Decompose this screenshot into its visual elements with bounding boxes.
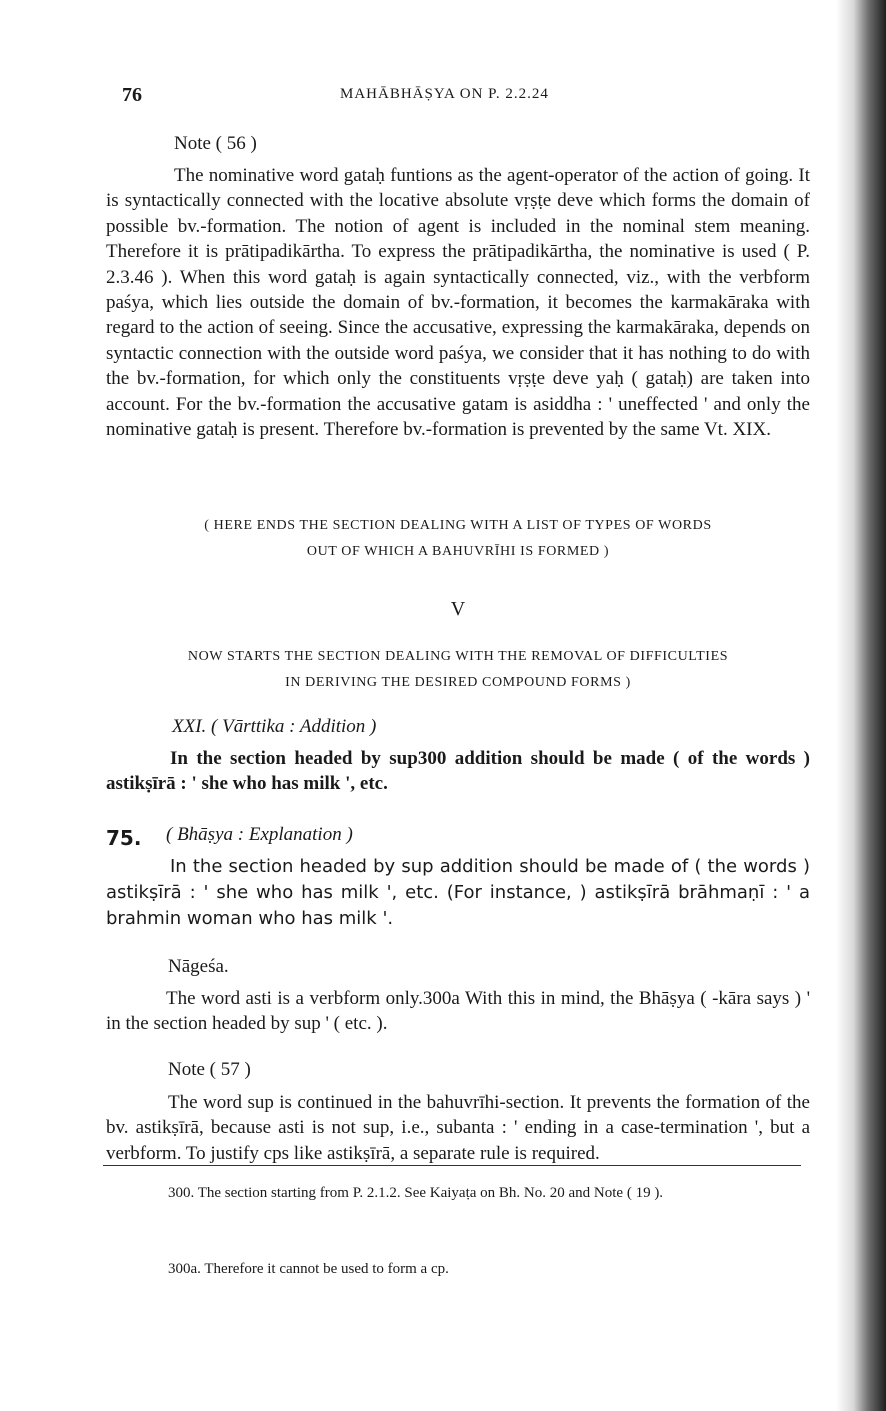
section-end-line-2: OUT OF WHICH A BAHUVRĪHI IS FORMED ) [306, 544, 610, 559]
note-56-label: Note ( 56 ) [174, 133, 257, 154]
bhasya-75-label: ( Bhāṣya : Explanation ) [166, 824, 353, 845]
running-head: MAHĀBHĀṢYA ON P. 2.2.24 [340, 86, 549, 102]
bhasya-75-text: In the section headed by sup addition should be made of ( the words ) astikṣīrā : ' she who has milk ', etc. (For instance, ) astikṣīrā brāhmaṇī : ' a brahmin woman who has milk '. [106, 856, 810, 929]
section-v-heading-line-1: NOW STARTS THE SECTION DEALING WITH THE REMOVAL OF DIFFICULTIES [187, 649, 729, 664]
page-number: 76 [122, 84, 142, 106]
varttika-21-label: XXI. ( Vārttika : Addition ) [172, 716, 377, 737]
section-numeral: V [450, 598, 466, 620]
page-header [122, 84, 812, 114]
nagesa-text: The word asti is a verbform only.300a With this in mind, the Bhāṣya ( -kāra says ) ' in the section headed by sup ' ( etc. ). [106, 988, 810, 1035]
footnote-rule [103, 1165, 801, 1166]
note-57-paragraph: The word sup is continued in the bahuvrīhi-section. It prevents the formation of the bv. astikṣīrā, because asti is not sup, i.e., subanta : ' ending in a case-termination ', but a verbform. To justify cps like astikṣīrā, a separate rule is required. [106, 1092, 810, 1164]
varttika-21-text: In the section headed by sup300 addition should be made ( of the words ) astikṣīrā : ' she who has milk ', etc. [106, 748, 810, 795]
note-56-paragraph: The nominative word gataḥ funtions as the agent-operator of the action of going. It is syntactically connected with the locative absolute vṛṣṭe deve which forms the domain of possible bv.-formation. The notion of agent is included in the nominal stem meaning. Therefore it is prātipadikārtha. To express the prātipadikārtha, the nominative is used ( P. 2.3.46 ). When this word gataḥ is again syntactically connected, viz., with the verbform paśya, which lies outside the domain of bv.-formation, it becomes the karmakāraka with regard to the action of seeing. Since the accusative, expressing the karmakāraka, depends on syntactic connection with the outside word paśya, we consider that it has nothing to do with the bv.-formation, for which only the constituents vṛṣṭe deve yaḥ ( gataḥ) are taken into account. For the bv.-formation the accusative gatam is asiddha : ' uneffected ' and only the nominative gataḥ is present. Therefore bv.-formation is prevented by the same Vt. XIX. [106, 165, 810, 441]
section-v-heading-line-2: IN DERIVING THE DESIRED COMPOUND FORMS ) [285, 675, 631, 690]
footnote-300a: 300a. Therefore it cannot be used to form a cp. [168, 1261, 449, 1277]
bhasya-number: 75. [106, 826, 142, 850]
footnote-300: 300. The section starting from P. 2.1.2. See Kaiyaṭa on Bh. No. 20 and Note ( 19 ). [168, 1185, 664, 1201]
section-end-line-1: ( HERE ENDS THE SECTION DEALING WITH A LIST OF TYPES OF WORDS [204, 518, 712, 533]
nagesa-label: Nāgeśa. [168, 956, 229, 977]
note-57-label: Note ( 57 ) [168, 1059, 251, 1080]
scan-binding-edge [836, 0, 886, 1411]
